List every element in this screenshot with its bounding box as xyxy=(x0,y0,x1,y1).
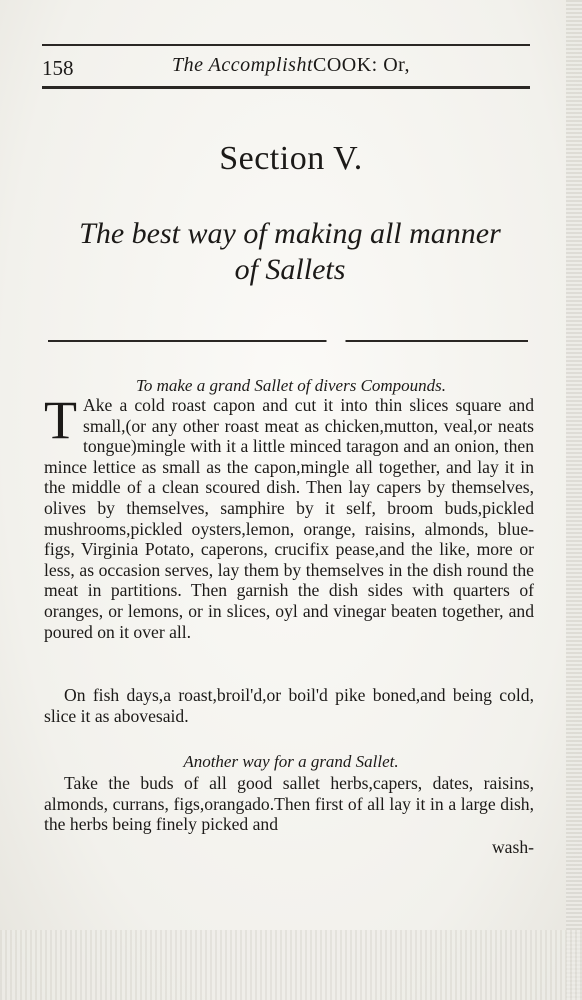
section-heading: Section V. xyxy=(219,140,363,177)
page-header xyxy=(42,44,530,84)
drop-cap: T xyxy=(44,390,77,450)
recipe2-heading: Another way for a grand Sallet. xyxy=(183,752,399,771)
recipe2-paragraph: Take the buds of all good sallet herbs,capers, dates, raisins, almonds, currans, figs,orangado.Then first of all lay it in a large dish, the herbs being finely picked and xyxy=(44,773,534,835)
section-divider xyxy=(48,340,528,342)
recipe1-fish-days-paragraph: On fish days,a roast,broil'd,or boil'd pike boned,and being cold, slice it as abovesaid. xyxy=(44,685,534,726)
running-title xyxy=(172,54,410,77)
header-rule-top xyxy=(42,44,530,46)
chapter-title-line1: The best way of making all manner xyxy=(79,217,501,250)
catchword: wash- xyxy=(491,837,534,857)
recipe1-body: Ake a cold roast capon and cut it into thin slices square and small,(or any other roast meat as chicken,mutton, veal,or neats tongue)mingle with it a little minced taragon and an onion, then mince lettice as small as the capon,mingle all together, and lay it in the middle of a clean scoured dish. Then lay capers by themselves, olives by themselves, samphire by it self, broom buds,pickled mushrooms,pickled oysters,lemon, orange, raisins, almonds, blue-figs, Virginia Potato, caperons, crucifix pease,and the like, more or less, as occasion serves, lay them by themselves in the dish round the meat in partitions. Then garnish the dish sides with quarters of oranges, or lemons, or in slices, oyl and vinegar beaten together, and poured on it over all. xyxy=(44,395,534,642)
page-number: 158 xyxy=(42,56,74,80)
chapter-title xyxy=(40,216,540,288)
scan-bottom-noise xyxy=(0,930,582,1000)
chapter-title-line2: of Sallets xyxy=(234,253,346,286)
recipe1-paragraph xyxy=(44,390,534,642)
running-title-italic: The Accomplisht xyxy=(172,54,314,76)
header-rule-bottom xyxy=(42,86,530,89)
running-title-caps: COOK: Or, xyxy=(313,54,411,76)
recipe1-heading: To make a grand Sallet of divers Compounds. xyxy=(135,376,447,395)
